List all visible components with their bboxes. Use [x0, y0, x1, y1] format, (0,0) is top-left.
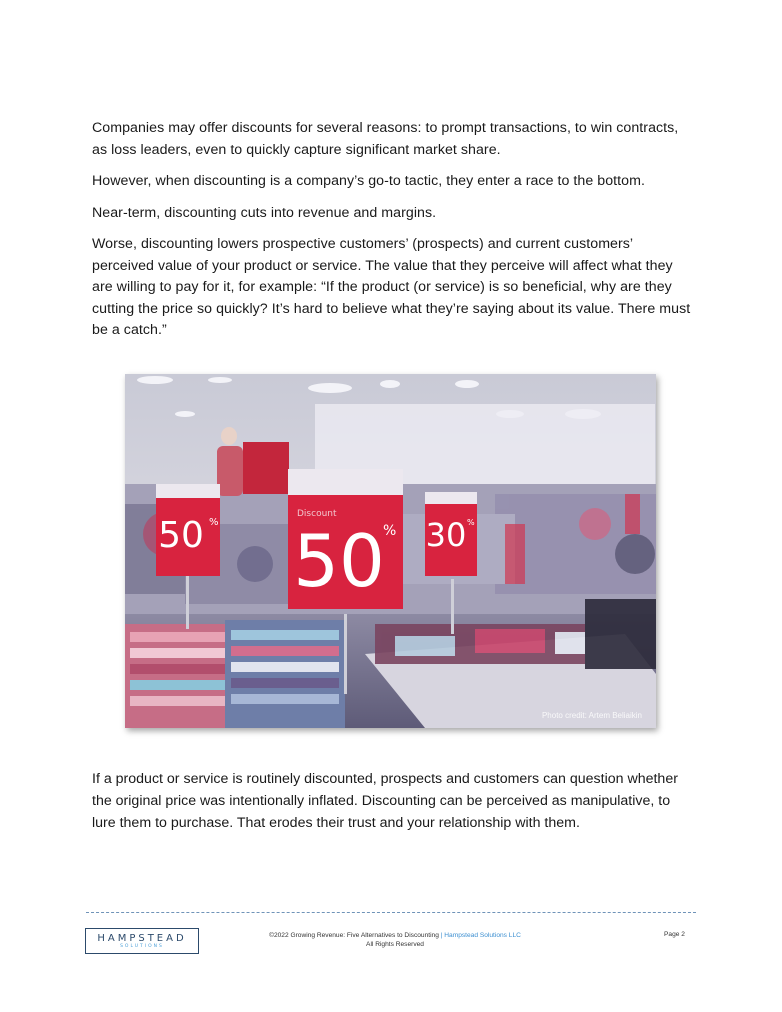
- photo-credit: Photo credit: Artem Beliaikin: [541, 711, 642, 720]
- page-number: Page 2: [664, 931, 685, 938]
- paragraph: However, when discounting is a company’s go-to tactic, they enter a race to the bottom.: [92, 173, 645, 189]
- photo-illustration: [125, 374, 656, 728]
- body-text-after-photo: [92, 768, 692, 834]
- footer-separator: |: [438, 932, 445, 939]
- footer-divider: [86, 912, 696, 913]
- paragraph: Near-term, discounting cuts into revenue and margins.: [92, 204, 437, 221]
- company-logo: [85, 928, 199, 954]
- store-discount-photo: [125, 374, 656, 728]
- body-text: [92, 118, 692, 352]
- copyright-text: ©2022 Growing Revenue: Five Alternatives to Discounting: [269, 932, 439, 939]
- paragraph: If a product or service is routinely discounted, prospects and customers can question whether the original price was intentionally inflated. Discounting can be perceived as manipulative, to lure them to purchase. That erodes their trust and your relationship with them.: [92, 771, 678, 831]
- company-name: Hampstead Solutions LLC: [444, 932, 521, 939]
- sign-center-label: Discount: [297, 509, 337, 519]
- rights-text: All Rights Reserved: [366, 941, 424, 948]
- sign-right-percent: %: [467, 518, 475, 527]
- footer-copyright: [230, 931, 560, 949]
- sign-left-value: 50: [158, 515, 204, 556]
- logo-tagline: SOLUTIONS: [120, 943, 164, 949]
- sign-center-percent: %: [383, 523, 397, 539]
- paragraph: Companies may offer discounts for several reasons: to prompt transactions, to win contracts, as loss leaders, even to quickly capture significant market share.: [92, 120, 679, 158]
- sign-left-percent: %: [209, 517, 219, 528]
- logo-wordmark: HAMPSTEAD: [97, 932, 187, 944]
- sign-center-value: 50: [293, 519, 385, 603]
- sign-right-value: 30: [425, 516, 467, 554]
- paragraph: Worse, discounting lowers prospective customers’ (prospects) and current customers’ perceived value of your product or service. The value that they perceive will affect what they are willing to pay for it, for example: “If the product (or service) is so beneficial, why are they cutting the price so quickly? It’s hard to believe what they’re saying about its value. There must be a catch.”: [92, 236, 691, 338]
